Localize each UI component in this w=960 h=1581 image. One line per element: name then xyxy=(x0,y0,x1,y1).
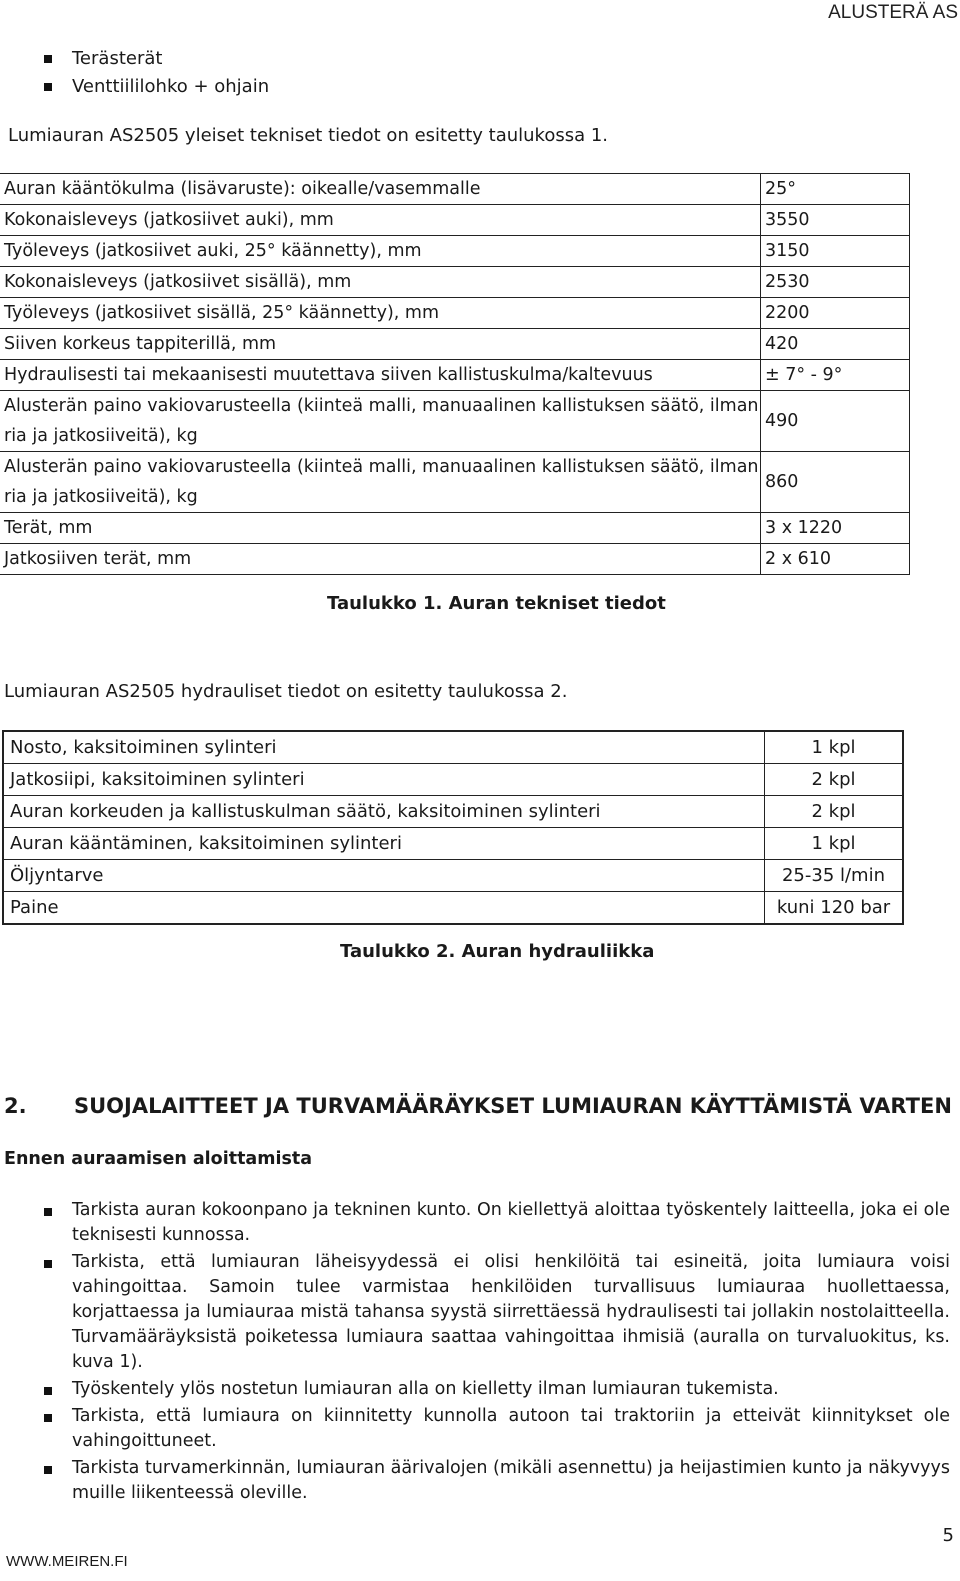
table-row xyxy=(0,236,910,267)
table-cell-value: 420 xyxy=(761,329,910,360)
table-row xyxy=(0,267,910,298)
list-item: Terästerät xyxy=(0,45,269,73)
table-cell-value: 2 x 610 xyxy=(761,544,910,575)
table-row xyxy=(0,174,910,205)
list-item: Venttiililohko + ohjain xyxy=(0,73,269,101)
safety-bullet-list xyxy=(0,1198,950,1508)
table-cell-label: Kokonaisleveys (jatkosiivet auki), mm xyxy=(0,205,761,236)
table-row xyxy=(0,329,910,360)
table-cell-label: Auran kääntökulma (lisävaruste): oikealle/vasemmalle xyxy=(0,174,761,205)
table-cell-label: Paine xyxy=(3,892,765,925)
header-brand: ALUSTERÄ AS xyxy=(828,2,958,23)
page-number: 5 xyxy=(942,1525,954,1546)
table2-intro: Lumiauran AS2505 hydrauliset tiedot on esitetty taulukossa 2. xyxy=(4,681,568,702)
table-row xyxy=(3,731,903,764)
table1-intro: Lumiauran AS2505 yleiset tekniset tiedot on esitetty taulukossa 1. xyxy=(8,125,609,146)
table-cell-label: Öljyntarve xyxy=(3,860,765,892)
section-heading xyxy=(4,1094,952,1118)
table-cell-label xyxy=(0,391,761,452)
table-row xyxy=(3,796,903,828)
footer-url[interactable]: WWW.MEIREN.FI xyxy=(6,1553,128,1570)
table-cell-label: Siiven korkeus tappiterillä, mm xyxy=(0,329,761,360)
table-cell-label: Työleveys (jatkosiivet auki, 25° käännetty), mm xyxy=(0,236,761,267)
label-line: ria ja jatkosiiveitä), kg xyxy=(4,426,198,446)
table-cell-label: Työleveys (jatkosiivet sisällä, 25° käännetty), mm xyxy=(0,298,761,329)
label-line: Alusterän paino vakiovarusteella (kiinteä malli, manuaalinen kallistuksen säätö, ilman xyxy=(4,457,759,477)
table-row xyxy=(0,360,910,391)
table-cell-label: Jatkosiiven terät, mm xyxy=(0,544,761,575)
table-cell-value: kuni 120 bar xyxy=(765,892,904,925)
table-row xyxy=(3,892,903,925)
label-line: ria ja jatkosiiveitä), kg xyxy=(4,487,198,507)
table-cell-value: 490 xyxy=(761,391,910,452)
table-cell-label: Terät, mm xyxy=(0,513,761,544)
table-row xyxy=(3,828,903,860)
table-cell-label: Nosto, kaksitoiminen sylinteri xyxy=(3,731,765,764)
table-cell-value: ± 7° - 9° xyxy=(761,360,910,391)
list-item: Tarkista turvamerkinnän, lumiauran äärivalojen (mikäli asennettu) ja heijastimien kunto ja näkyvyys muille liikenteessä oleville. xyxy=(0,1456,950,1506)
table-cell-value: 25° xyxy=(761,174,910,205)
tech-specs-table xyxy=(0,173,910,575)
table-cell-value: 3550 xyxy=(761,205,910,236)
list-item: Tarkista, että lumiaura on kiinnitetty kunnolla autoon tai traktoriin ja etteivät kiinnitykset ole vahingoittuneet. xyxy=(0,1404,950,1454)
table2-caption: Taulukko 2. Auran hydrauliikka xyxy=(340,941,655,962)
table-row xyxy=(3,764,903,796)
table-row xyxy=(0,391,910,452)
table-cell-value: 2200 xyxy=(761,298,910,329)
table-cell-value: 1 kpl xyxy=(765,731,904,764)
top-bullet-list xyxy=(0,45,269,101)
table-cell-label: Jatkosiipi, kaksitoiminen sylinteri xyxy=(3,764,765,796)
list-item: Työskentely ylös nostetun lumiauran alla on kielletty ilman lumiauran tukemista. xyxy=(0,1377,950,1402)
table-cell-label: Kokonaisleveys (jatkosiivet sisällä), mm xyxy=(0,267,761,298)
table-cell-value: 1 kpl xyxy=(765,828,904,860)
table-cell-label xyxy=(0,452,761,513)
table-row xyxy=(0,452,910,513)
label-line: Alusterän paino vakiovarusteella (kiinteä malli, manuaalinen kallistuksen säätö, ilman xyxy=(4,396,759,416)
table-cell-label: Hydraulisesti tai mekaanisesti muutettava siiven kallistuskulma/kaltevuus xyxy=(0,360,761,391)
table-cell-value: 3 x 1220 xyxy=(761,513,910,544)
table-cell-value: 2 kpl xyxy=(765,796,904,828)
table1-caption: Taulukko 1. Auran tekniset tiedot xyxy=(327,593,666,614)
table-row xyxy=(3,860,903,892)
table-row xyxy=(0,298,910,329)
table-row xyxy=(0,544,910,575)
table-cell-value: 3150 xyxy=(761,236,910,267)
table-row xyxy=(0,205,910,236)
table-cell-value: 860 xyxy=(761,452,910,513)
list-item: Tarkista auran kokoonpano ja tekninen kunto. On kiellettyä aloittaa työskentely laitteella, joka ei ole teknisesti kunnossa. xyxy=(0,1198,950,1248)
section-number: 2. xyxy=(4,1094,27,1118)
table-cell-label: Auran korkeuden ja kallistuskulman säätö, kaksitoiminen sylinteri xyxy=(3,796,765,828)
hydraulics-table xyxy=(2,730,904,925)
table-cell-value: 2 kpl xyxy=(765,764,904,796)
section-subheading: Ennen auraamisen aloittamista xyxy=(4,1149,313,1169)
table-cell-value: 25-35 l/min xyxy=(765,860,904,892)
section-title: SUOJALAITTEET JA TURVAMÄÄRÄYKSET LUMIAURAN KÄYTTÄMISTÄ VARTEN xyxy=(74,1094,952,1118)
table-row xyxy=(0,513,910,544)
table-cell-value: 2530 xyxy=(761,267,910,298)
table-cell-label: Auran kääntäminen, kaksitoiminen sylinteri xyxy=(3,828,765,860)
list-item: Tarkista, että lumiauran läheisyydessä ei olisi henkilöitä tai esineitä, joita lumiaura voisi vahingoittaa. Samoin tulee varmistaa henkilöiden turvallisuus lumiauraa huollettaessa, korjattaessa ja lumiauraa mistä tahansa syystä siirrettäessä hydraulisesti tai jollakin nostolaitteella. Turvamääräyksistä poiketessa lumiaura saattaa vahingoittaa ihmisiä (auralla on turvaluokitus, ks. kuva 1). xyxy=(0,1250,950,1375)
